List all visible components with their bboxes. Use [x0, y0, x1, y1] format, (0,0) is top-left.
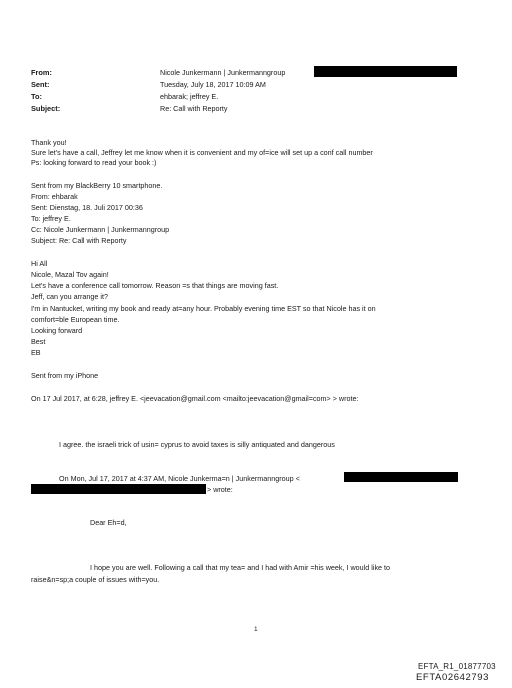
bates-code-primary: EFTA_R1_01877703 — [418, 662, 496, 671]
from-label: From: — [31, 68, 52, 77]
redaction-bar — [344, 472, 458, 482]
body-line: I'm in Nantucket, writing my book and ready at=any hour. Probably evening time EST so that Nicole has it on — [31, 304, 376, 313]
quoted-header-line: Cc: Nicole Junkermann | Junkermanngroup — [31, 225, 170, 234]
to-label: To: — [31, 92, 42, 101]
body-line: I hope you are well. Following a call that my tea= and I had with Amir =his week, I would like to — [90, 563, 391, 572]
sent-value: Tuesday, July 18, 2017 10:09 AM — [160, 80, 266, 89]
body-line: comfort=ble European time. — [31, 315, 120, 324]
greeting-line: Dear Eh=d, — [90, 518, 127, 527]
body-line: Ps: looking forward to read your book :) — [31, 158, 157, 167]
sent-label: Sent: — [31, 80, 50, 89]
page-number: 1 — [254, 626, 258, 633]
body-line: Nicole, Mazal Tov again! — [31, 270, 109, 279]
wrote-line: > wrote: — [207, 485, 233, 494]
body-line: Let's have a conference call tomorrow. Reason =s that things are moving fast. — [31, 281, 279, 290]
body-line: EB — [31, 348, 41, 357]
quoted-header-line: To: jeffrey E. — [31, 214, 71, 223]
signature-line: Sent from my BlackBerry 10 smartphone. — [31, 181, 163, 190]
body-line: Sure let's have a call, Jeffrey let me know when it is convenient and my of=ice will set up a conf call number — [31, 148, 373, 157]
body-line: Hi All — [31, 259, 48, 268]
from-value: Nicole Junkermann | Junkermanngroup — [160, 68, 286, 77]
agree-line: I agree. the israeli trick of usin= cyprus to avoid taxes is silly antiquated and dangerous — [59, 440, 335, 449]
quoted-header-line: Subject: Re: Call with Reporty — [31, 236, 127, 245]
redaction-bar — [314, 66, 457, 77]
body-line: Looking forward — [31, 326, 83, 335]
to-value: ehbarak; jeffrey E. — [160, 92, 219, 101]
bates-code-secondary: EFTA02642793 — [416, 672, 490, 683]
signature-line: Sent from my iPhone — [31, 371, 99, 380]
on-wrote-line: On 17 Jul 2017, at 6:28, jeffrey E. <jeevacation@gmail.com <mailto:jeevacation@gmail=com> > wrote: — [31, 394, 359, 403]
subject-label: Subject: — [31, 104, 61, 113]
quoted-header-line: Sent: Dienstag, 18. Juli 2017 00:36 — [31, 203, 143, 212]
body-line: Jeff, can you arrange it? — [31, 292, 108, 301]
subject-value: Re: Call with Reporty — [160, 104, 228, 113]
body-line: Thank you! — [31, 138, 67, 147]
redaction-bar — [31, 484, 206, 494]
body-line: Best — [31, 337, 46, 346]
body-line: raise&n=sp;a couple of issues with=you. — [31, 575, 160, 584]
quoted-header-line: From: ehbarak — [31, 192, 78, 201]
on-mon-line: On Mon, Jul 17, 2017 at 4:37 AM, Nicole Junkerma=n | Junkermanngroup < — [59, 474, 300, 483]
